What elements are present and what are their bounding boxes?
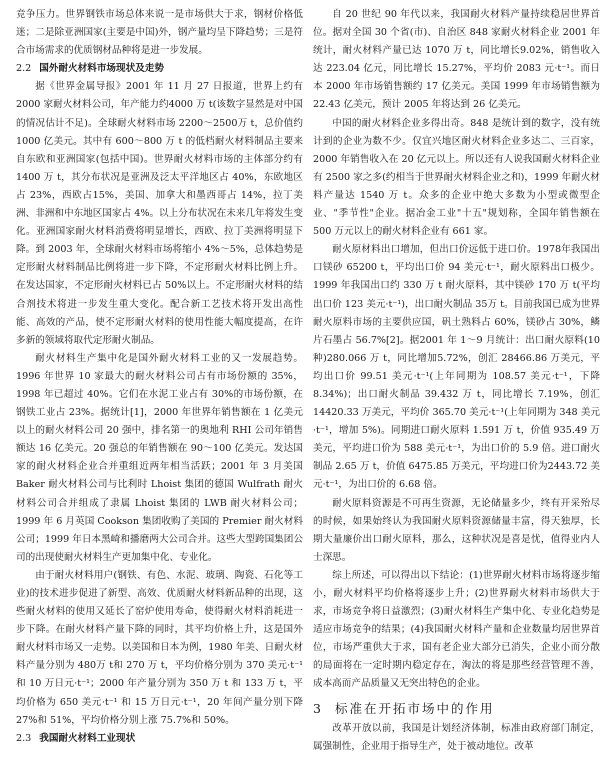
- intro-paragraph: 竞争压力。世界钢铁市场总体来说一是市场供大于求，钢材价格低迷；二是除亚洲国家(主要是中国)外，钢产量均呈下降趋势；三是符合市场需求的优质钢材品种将是进一步发展。: [16, 9, 303, 57]
- section-title: 标准在开拓市场中的作用: [334, 700, 495, 716]
- section-heading-3: [313, 698, 600, 720]
- section-number: 2.2: [16, 63, 32, 75]
- right-column: [313, 6, 600, 770]
- section-number: 2.3: [16, 732, 32, 744]
- paragraph: 由于耐火材料用户(钢铁、有色、水泥、玻璃、陶瓷、石化等工业)的技术进步促进了新型、高效、优质耐火材料新品种的出现，这些耐火材料的使用又延长了窑炉使用寿命，使得耐火材料消耗进一步下降。在耐火材料产量下降的同时，其平均价格上升，这是国外耐火材料市场又一走势。以美国和日本为例，1980 年美、日耐火材料产量分别为 480万 t和 270 万 t，平均价格分别为 370 美元·t⁻¹ 和 10 万日元·t⁻¹；2000 年产量分别为 350 万 t 和 133 万 t，平均价格为 650 美元·t⁻¹ 和 15 万日元·t⁻¹，20 年间产量分别下降 27%和 51%，平均价格分别上涨 75.7%和 50%。: [16, 569, 303, 726]
- section-title: 国外耐火材料市场现状及走势: [39, 63, 164, 75]
- left-column: [16, 6, 303, 770]
- section-heading-2-3: [16, 730, 303, 748]
- section-title: 我国耐火材料工业现状: [39, 732, 136, 744]
- section-heading-2-2: [16, 60, 303, 78]
- paragraph: 据《世界金属导报》2001 年 11 月 27 日报道，世界上约有 2000 家耐火材料公司，年产能力约4000 万 t(该数字显然是对中国的情况估计不足)。全球耐火材料市场 2200～2500万 t，总价值约 1000 亿美元。其中有 600～800 万 t 的低档耐火材料制品主要来自东欧和亚洲国家(包括中国)。世界耐火材料市场的主体部分约有 1400 万 t，其分布状况是亚洲及泛太平洋地区占 40%，东欧地区占 23%，西欧占15%，美国、加拿大和墨西哥占 14%，拉丁美洲、非洲和中东地区国家占 4%。以上分布状况在未来几年将发生变化。亚洲国家耐火材料消费将明显增长，西欧、拉丁美洲将明显下降。到 2003 年，全球耐火材料市场将缩小 4%～5%，总体趋势是定形耐火材料制品比例将进一步下降，不定形耐火材料比例上升。在发达国家，不定形耐火材料已占 50%以上。不定形耐火材料的结合剂技术将进一步发生重大变化。配合新工艺技术将开发出高性能、高效的产品，使不定形耐火材料的使用性能大幅度提高，在许多新的领域将取代定形耐火制品。: [16, 81, 303, 346]
- paragraph: 耐火原材料出口增加，但出口价远低于进口价。1978年我国出口镁砂 65200 t，平均出口价 94 美元·t⁻¹，耐火原料出口极少。1999 年我国出口约 330 万 t 耐火原料，其中镁砂 170 万 t(平均出口价 123 美元·t⁻¹)，出口耐火制品 35万 t。目前我国已成为世界耐火原料市场的主要供应国，矾土熟料占 60%，镁砂占 30%，鳞片石墨占 56.7%[2]。据2001 年 1～9 月统计：出口耐火原料(10 种)280.066 万 t，同比增加5.72%，创汇 28466.86 万美元，平均出口价 99.51 美元·t⁻¹(上年同期为 108.57 美元·t⁻¹，下降 8.34%)；出口耐火制品 39.432 万 t，同比增长 7.19%，创汇14420.33 万美元，平均价 365.70 美元·t⁻¹(上年同期为 348 美元·t⁻¹，增加 5%)。同期进口耐火原料 1.591 万 t，价值 935.49 万美元，平均进口价为 588 美元·t⁻¹，为出口价的 5.9 倍。进口耐火制品 2.65 万 t，价值 6475.85 万美元，平均进口价为2443.72 美元·t⁻¹，为出口价的 6.68 倍。: [313, 244, 600, 491]
- paragraph: 综上所述，可以得出以下结论：(1)世界耐火材料市场将逐步缩小，耐火材料平均价格将逐步上升；(2)世界耐火材料市场供大于求，市场竞争将日益激烈；(3)耐火材料生产集中化、专业化趋势是适应市场竞争的结果；(4)我国耐火材料产量和企业数量均居世界首位，市场严重供大于求，国有老企业大部分已消失，企业小而分散的局面将在一定时期内稳定存在，淘汰的将是那些经营管理不善，成本高而产品质量又无突出特色的企业。: [313, 569, 600, 690]
- paragraph: 改革开放以前，我国是计划经济体制，标准由政府部门制定，属强制性，企业用于指导生产，处于被动地位。改革: [313, 722, 600, 752]
- paragraph: 自 20 世纪 90 年代以来，我国耐火材料产量持续稳居世界首位。据对全国 30 个省(市)、自治区 848 家耐火材料企业 2001 年统计，耐火材料产量已达 1070 万 t，同比增长9.02%，销售收入达 223.04 亿元，同比增长 15.27%，平均价 2083 元·t⁻¹。而日本 2000 年市场销售额约 17 亿美元。美国 1999 年市场销售额为 22.43 亿美元，预计 2005 年将达到 26 亿美元。: [313, 9, 600, 111]
- paragraph: 中国的耐火材料企业多得出奇。848 是统计到的数字，没有统计到的企业为数不少。仅宜兴地区耐火材料企业多达二、三百家，2000 年销售收入在 20 亿元以上。所以还有人说我国耐火材料企业有 2500 家之多(约相当于世界耐火材料企业之和)，1999 年耐火材料产量达 1540 万 t。众多的企业中绝大多数为小型或微型企业、"季节性"企业。据冶金工业"十五"规划称，全国年销售额在 500 万元以上的耐火材料企业有 661 家。: [313, 117, 600, 238]
- section-number: 3: [313, 700, 321, 716]
- paragraph: 耐火材料生产集中化是国外耐火材料工业的又一发展趋势。1996 年世界 10 家最大的耐火材料公司占有市场份额的 35%，1998 年已超过 40%。它们在水泥工业占有 30%的市场份额，在钢铁工业占 23%。据统计[1]，2000 年世界年销售额在 1 亿美元以上的耐火材料公司 20 强中，排名第一的奥地利 RHI 公司年销售额达 16 亿美元。20 强总的年销售额在 90～100 亿美元。发达国家的耐火材料企业合并重组近两年相当活跃；2001 年 3 月美国 Baker 耐火材料公司与比利时 Lhoist 集团的德国 Wulfrath 耐火材料公司合并组成了隶属 Lhoist 集团的 LWB 耐火材料公司；1999 年 6 月英国 Cookson 集团收购了美国的 Premier 耐火材料公司；1999 年日本黑崎和播磨两大公司合并。这些大型跨国集团公司的出现使耐火材料生产更加集中化、专业化。: [16, 352, 303, 563]
- paragraph: 耐火原料资源是不可再生资源，无论储量多少，终有开采殆尽的时候，如果始终认为我国耐火原料资源储量丰富，得天独厚，长期大量廉价出口耐火原料，那么，这种状况是喜是忧，值得业内人士深思。: [313, 497, 600, 563]
